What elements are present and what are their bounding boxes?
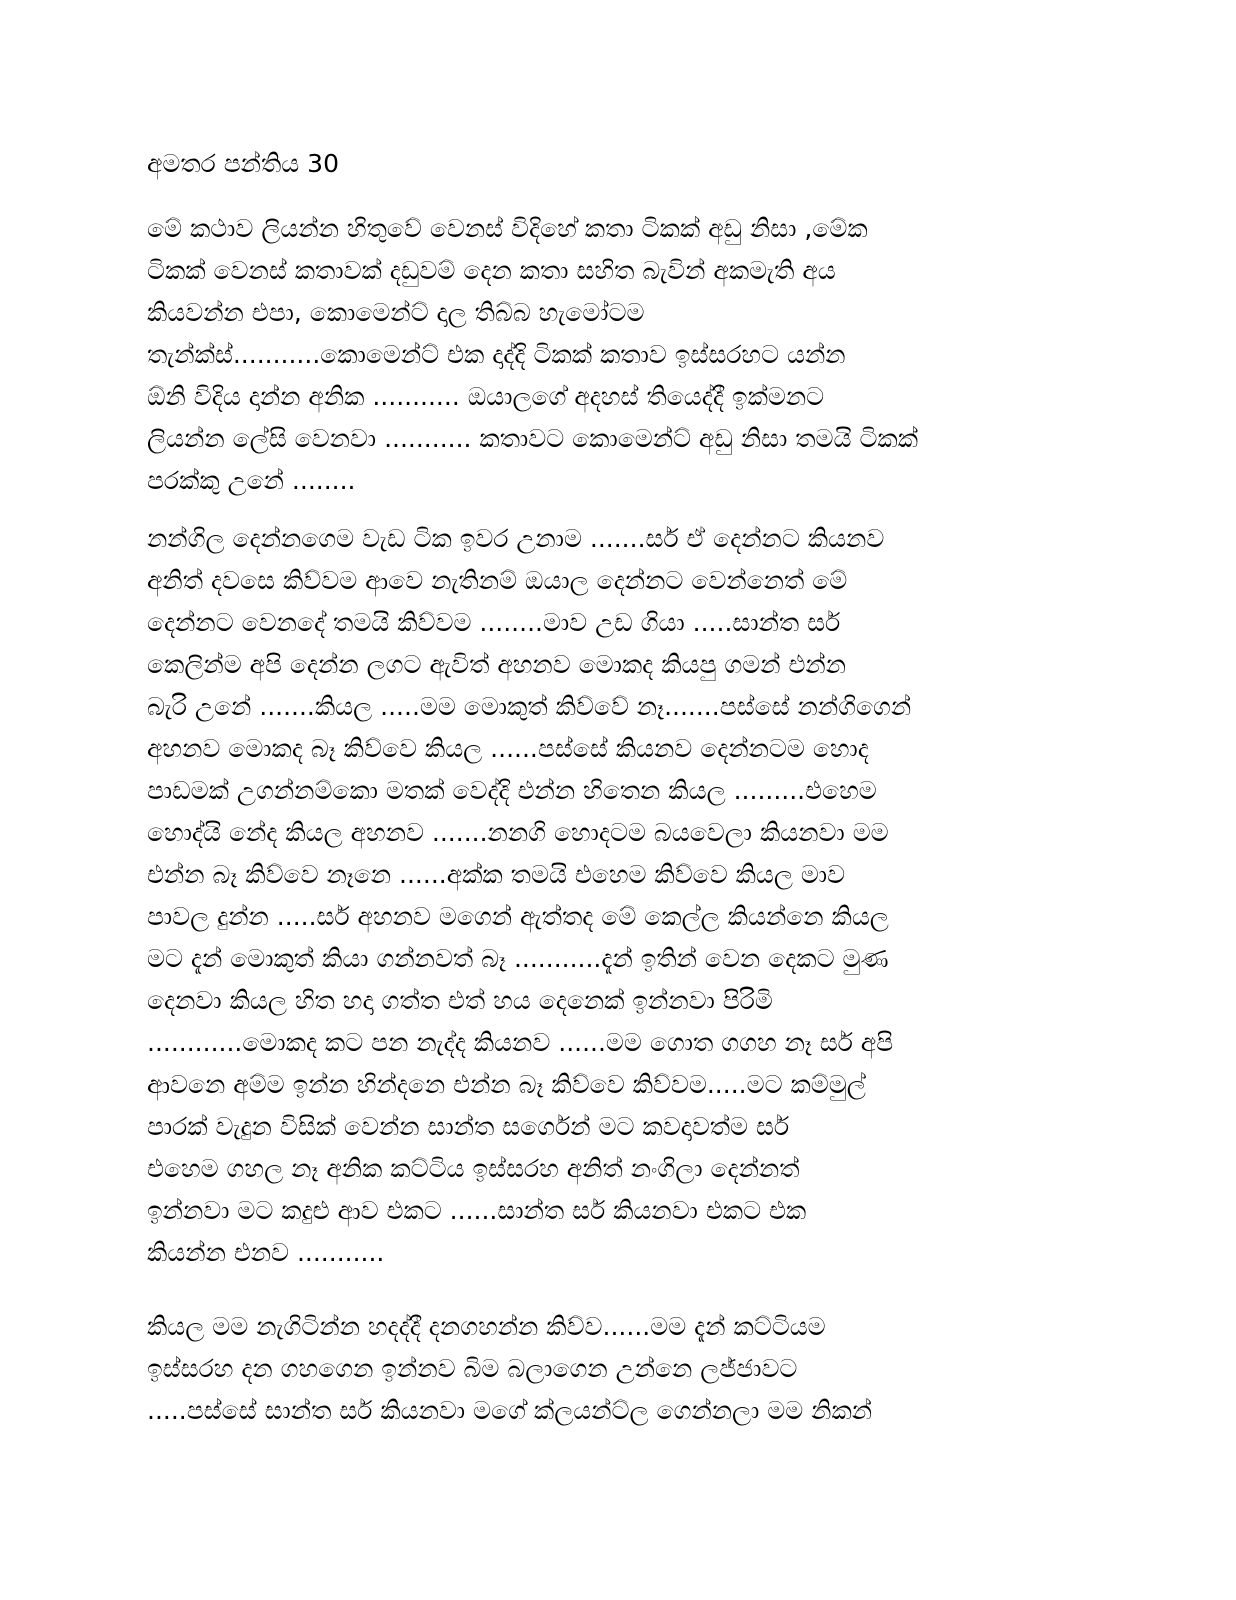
paragraph-story — [147, 518, 1097, 1274]
paragraph-intro — [147, 208, 1097, 502]
text-line: ඉස්සරහ දන ගහගෙන ඉන්නව බිම බලාගෙන උන්නෙ ලජ්ජාවට — [147, 1354, 798, 1383]
text-line: පරක්කු උනේ ........ — [147, 466, 356, 495]
text-line: එන්න බෑ කිව්වෙ නෑනෙ ......අක්ක තමයි එහෙම කිව්වෙ කියල මාව — [147, 860, 846, 889]
text-line: ටිකක් වෙනස් කතාවක් දඩුවම් දෙන කතා සහිත බැවින් අකමැති අය — [147, 256, 836, 285]
text-line: පාඩමක් උගන්නම්කො මතක් වෙද්දි එන්න හිතෙන කියල .........එහෙම — [147, 776, 877, 805]
text-line: තැන්ක්ස්...........කොමෙන්ට් එක දාද්දි ටිකක් කතාව ඉස්සරහට යන්න — [147, 340, 846, 369]
paragraph-continuation — [147, 1306, 1097, 1432]
text-line: එහෙම ගහල නෑ අනික කට්ටිය ඉස්සරහ අනිත් නංගිලා දෙන්නත් — [147, 1154, 800, 1183]
text-line: හොද්යි නේද කියල අහනව .......නනගි හොදටම බයවෙලා කියනවා මම — [147, 818, 889, 847]
text-line: මේ කථාව ලියන්න හිතුවේ වෙනස් විදිහේ කතා ටිකක් අඩු නිසා ,මේක — [147, 214, 868, 243]
text-line: දෙන්නට වෙනදේ තමයි කිව්වම ........මාව උඩ ගියා .....සාන්ත සර් — [147, 608, 841, 637]
text-line: කියල මම නැගිටින්න හදද්දී දනගහන්න කිව්ව......මම දැන් කට්ටියම — [147, 1312, 826, 1341]
text-line: කියවන්න එපා, කොමෙන්ට් දාල තිබ්බ හැමෝටම — [147, 298, 645, 327]
text-line: පාවල දුන්න .....සර් අහනව මගෙන් ඇත්තද මේ කෙල්ල කියන්නෙ කියල — [147, 902, 889, 931]
text-line: මට දැන් මොකුත් කියා ගන්නවත් බෑ ...........දැන් ඉතින් වෙන දෙකට මුණ — [147, 944, 889, 973]
text-line: .....පස්සේ සාන්ත සර් කියනවා මගේ ක්ලයන්ට්ල ගෙන්නලා මම නිකන් — [147, 1396, 873, 1425]
text-line: ............මොකද කට පන නැද්ද කියනව ......මම ගොත ගගහ නෑ සර් අපි — [147, 1028, 894, 1057]
text-line: කියන්න එනව ........... — [147, 1238, 385, 1267]
text-line: ලියන්න ලේසි වෙනවා ........... කතාවට කොමෙන්ට් අඩු නිසා තමයි ටිකක් — [147, 424, 919, 453]
text-line: ආවනෙ අම්ම ඉන්න හින්දනෙ එන්න බෑ කිව්වෙ කිව්වම.....මට කම්මුල් — [147, 1070, 866, 1099]
text-line: බැරි උනේ .......කියල .....මම මොකුත් කිව්වේ නෑ.......පස්සේ නන්ගිගෙන් — [147, 692, 912, 721]
text-line: පාරක් වැදුන විසික් වෙන්න සාන්ත සර්ගෙන් මට කවදාවත්ම සර් — [147, 1112, 790, 1141]
text-line: අහනව මොකද බෑ කිව්වෙ කියල ......පස්සේ කියනව දෙන්නටම හොද — [147, 734, 869, 763]
text-line: කෙලින්ම අපි දෙන්න ලගට ඇවිත් අහනව මොකද කියපු ගමන් එන්න — [147, 650, 846, 679]
text-line: ඉන්නවා මට කදුළු ආව එකට ......සාන්ත සර් කියනවා එකට එක — [147, 1196, 807, 1225]
text-line: දෙනවා කියල හිත හදා ගත්ත එත් හය දෙනෙක් ඉන්නවා පිරිමි — [147, 986, 773, 1015]
text-line: ඕනි විදිය දාන්න අනික ........... ඔයාලගේ අදහස් තියෙද්දී ඉක්මනට — [147, 382, 825, 411]
text-line: අනිත් දවසෙ කිව්වම ආවෙ නැතිනම් ඔයාල දෙන්නට වෙන්නෙත් මේ — [147, 566, 848, 595]
text-line: නන්ගිල දෙන්නගෙම වැඩ ටික ඉවර උනාම .......සර් ඒ දෙන්නට කියනව — [147, 524, 885, 553]
page-title: අමතර පන්තිය 30 — [147, 149, 339, 178]
